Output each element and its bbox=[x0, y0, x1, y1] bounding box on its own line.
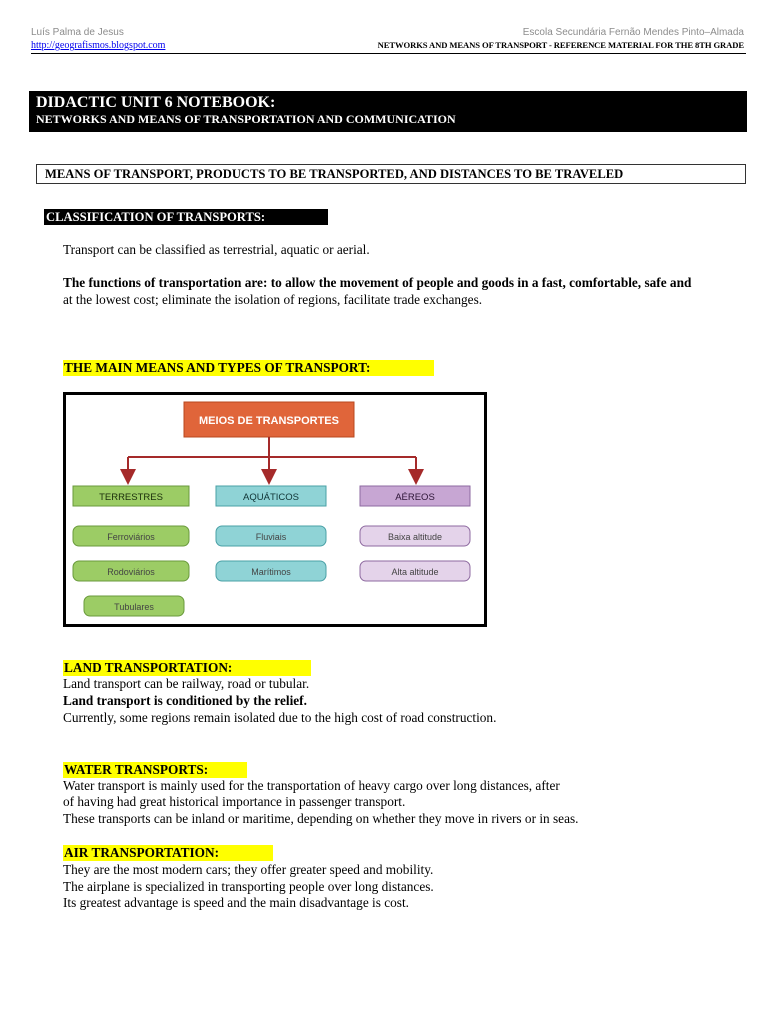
air-line-3: Its greatest advantage is speed and the main disadvantage is cost. bbox=[63, 895, 409, 910]
functions-bold-text: The functions of transportation are: to allow the movement of people and goods in a fast, comfortable, safe and bbox=[63, 275, 692, 290]
item-alta-altitude-label: Alta altitude bbox=[391, 567, 439, 577]
classification-text: Transport can be classified as terrestrial, aquatic or aerial. bbox=[63, 242, 370, 257]
page-title: DIDACTIC UNIT 6 NOTEBOOK: bbox=[36, 94, 276, 111]
land-line-3: Currently, some regions remain isolated due to the high cost of road construction. bbox=[63, 710, 497, 725]
air-heading: AIR TRANSPORTATION: bbox=[63, 845, 273, 861]
root-label: MEIOS DE TRANSPORTES bbox=[199, 415, 339, 427]
water-line-3: These transports can be inland or maritime, depending on whether they move in rivers or in seas. bbox=[63, 811, 579, 826]
functions-paragraph bbox=[63, 274, 753, 308]
item-tubulares-label: Tubulares bbox=[114, 602, 154, 612]
author-name: Luís Palma de Jesus bbox=[31, 27, 124, 38]
reference-title: NETWORKS AND MEANS OF TRANSPORT - REFERENCE MATERIAL FOR THE 8TH GRADE bbox=[377, 40, 744, 50]
transport-diagram bbox=[63, 392, 487, 627]
main-means-heading: THE MAIN MEANS AND TYPES OF TRANSPORT: bbox=[63, 360, 434, 376]
school-name: Escola Secundária Fernão Mendes Pinto–Almada bbox=[522, 27, 744, 38]
water-line-1: Water transport is mainly used for the transportation of heavy cargo over long distances, after bbox=[63, 778, 560, 793]
item-ferroviarios-label: Ferroviários bbox=[107, 532, 155, 542]
land-heading: LAND TRANSPORTATION: bbox=[63, 660, 311, 676]
blog-link[interactable]: http://geografismos.blogspot.com bbox=[31, 40, 166, 51]
means-heading: MEANS OF TRANSPORT, PRODUCTS TO BE TRANSPORTED, AND DISTANCES TO BE TRAVELED bbox=[36, 164, 746, 184]
air-line-2: The airplane is specialized in transporting people over long distances. bbox=[63, 879, 434, 894]
water-line-2: of having had great historical importance in passenger transport. bbox=[63, 794, 406, 809]
category-aereos-label: AÉREOS bbox=[395, 492, 435, 503]
air-line-1: They are the most modern cars; they offer greater speed and mobility. bbox=[63, 862, 434, 877]
page-subtitle: NETWORKS AND MEANS OF TRANSPORTATION AND COMMUNICATION bbox=[36, 112, 456, 126]
water-heading: WATER TRANSPORTS: bbox=[63, 762, 247, 778]
category-aquaticos-label: AQUÁTICOS bbox=[243, 492, 299, 503]
category-terrestres-label: TERRESTRES bbox=[99, 492, 163, 503]
classification-heading: CLASSIFICATION OF TRANSPORTS: bbox=[44, 209, 328, 225]
item-baixa-altitude-label: Baixa altitude bbox=[387, 532, 443, 542]
item-rodoviarios-label: Rodoviários bbox=[107, 567, 155, 577]
title-banner bbox=[29, 91, 747, 132]
land-line-2: Land transport is conditioned by the relief. bbox=[63, 693, 307, 708]
transport-diagram-svg bbox=[66, 395, 484, 624]
land-line-1: Land transport can be railway, road or tubular. bbox=[63, 676, 310, 691]
item-maritimos-label: Marítimos bbox=[251, 567, 291, 577]
header-divider bbox=[31, 53, 746, 54]
functions-rest-text: at the lowest cost; eliminate the isolation of regions, facilitate trade exchanges. bbox=[63, 292, 483, 307]
item-fluviais-label: Fluviais bbox=[255, 532, 287, 542]
